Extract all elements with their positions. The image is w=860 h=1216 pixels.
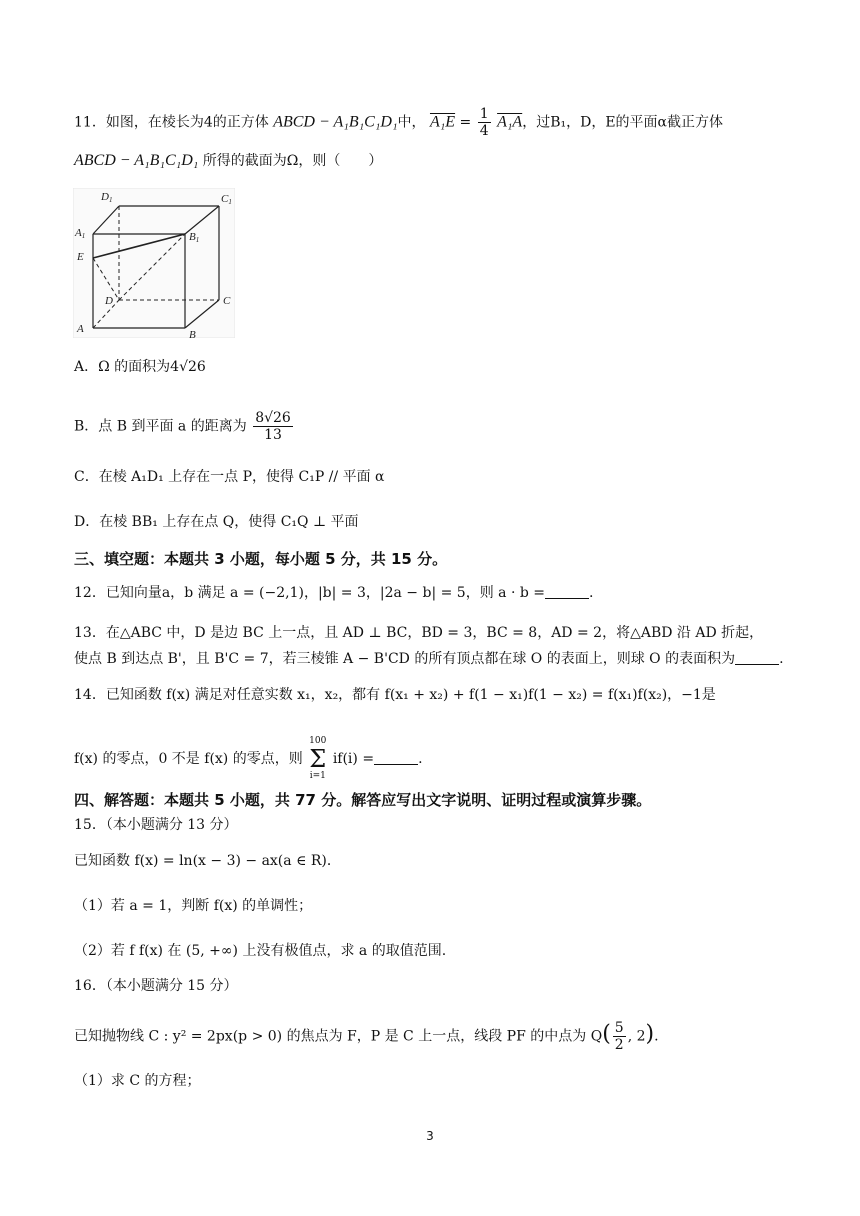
label-B: B: [189, 329, 196, 338]
cube-figure: [73, 188, 235, 338]
q12: 12．已知向量a，b 满足 a = (−2,1)，|b| = 3，|2a − b| = 5，则 a · b = .: [74, 585, 594, 601]
q11-line2: [74, 150, 820, 172]
q13-line1: 13．在△ABC 中，D 是边 BC 上一点，且 AD ⊥ BC，BD = 3，BC = 8，AD = 2，将△ABD 沿 AD 折起，: [74, 625, 764, 641]
label-A1: A1: [75, 227, 86, 240]
q11-vec-rhs: A₁A: [497, 113, 523, 131]
section-3-heading: 三、填空题：本题共 3 小题，每小题 5 分，共 15 分。: [74, 550, 448, 568]
q11-cube: ABCD − A₁B₁C₁D₁: [273, 113, 398, 131]
label-D1: D1: [101, 191, 113, 204]
q16-head: 16．（本小题满分 15 分）: [74, 978, 238, 994]
q11-option-b: B．点 B 到平面 a 的距离为 $\frac{8√26}{13}$: [74, 410, 291, 443]
label-C: C: [223, 295, 231, 307]
q16-part1: （1）求 C 的方程；: [74, 1073, 201, 1089]
label-D: D: [105, 295, 113, 307]
q15-part1: （1）若 a = 1，判断 f(x) 的单调性；: [74, 898, 313, 914]
q11-line1: 11．如图，在棱长为4的正方体 ABCD − A₁B₁C₁D₁中， A₁E = $\frac{1}{4}$ A₁A，过B₁，D，E的平面α截正方体: [74, 106, 724, 139]
q11-fraction: $\frac{1}{4}$: [479, 106, 489, 139]
answer-blank: [545, 584, 589, 599]
label-B1: B1: [189, 231, 200, 244]
q16-stem: 已知抛物线 C : y² = 2px(p > 0) 的焦点为 F，P 是 C 上一点，线段 PF 的中点为 Q( $\frac{5}{2}$ , 2).: [74, 1020, 659, 1053]
q11-number: 11．: [74, 114, 106, 131]
q11-option-d: D．在棱 BB₁ 上存在点 Q，使得 C₁Q ⊥ 平面: [74, 514, 359, 530]
q15-part2: （2）若 f f(x) 在 (5, +∞) 上没有极值点，求 a 的取值范围.: [74, 943, 447, 959]
q11-intro: 如图，在棱长为4的正方体: [105, 114, 269, 131]
label-A: A: [77, 323, 84, 335]
q11-rest: ，过B₁，D，E的平面α截正方体: [522, 114, 724, 131]
section-4-heading: 四、解答题：本题共 5 小题，共 77 分。解答应写出文字说明、证明过程或演算步骤。: [74, 791, 652, 809]
label-C1: C1: [221, 193, 232, 206]
answer-blank: [374, 750, 418, 765]
summation: 100 Σ i=1: [309, 736, 327, 781]
q11-line2-rest: 所得的截面为Ω，则（ ）: [202, 153, 383, 169]
q11-line2-cube: ABCD − A₁B₁C₁D₁: [74, 152, 199, 169]
q11-option-c: C．在棱 A₁D₁ 上存在一点 P，使得 C₁P // 平面 α: [74, 469, 385, 485]
q13-line2: 使点 B 到达点 B'，且 B'C = 7，若三棱锥 A − B'CD 的所有顶点都在球 O 的表面上，则球 O 的表面积为 .: [74, 651, 784, 667]
answer-blank: [735, 650, 779, 665]
q11-vec-lhs: A₁E: [429, 113, 456, 131]
q14-line2: f(x) 的零点，0 不是 f(x) 的零点，则 100 Σ i=1 if(i) = .: [74, 736, 423, 781]
q11-mid: 中，: [397, 114, 426, 131]
q15-head: 15．（本小题满分 13 分）: [74, 817, 238, 833]
q11-option-a: A．Ω 的面积为4√26: [74, 359, 206, 375]
label-E: E: [77, 251, 84, 263]
q15-stem: 已知函数 f(x) = ln(x − 3) − ax(a ∈ R)．: [74, 853, 341, 869]
page-number: 3: [426, 1129, 434, 1143]
q14-line1: 14．已知函数 f(x) 满足对任意实数 x₁，x₂，都有 f(x₁ + x₂) + f(1 − x₁)f(1 − x₂) = f(x₁)f(x₂)，−1是: [74, 687, 716, 703]
